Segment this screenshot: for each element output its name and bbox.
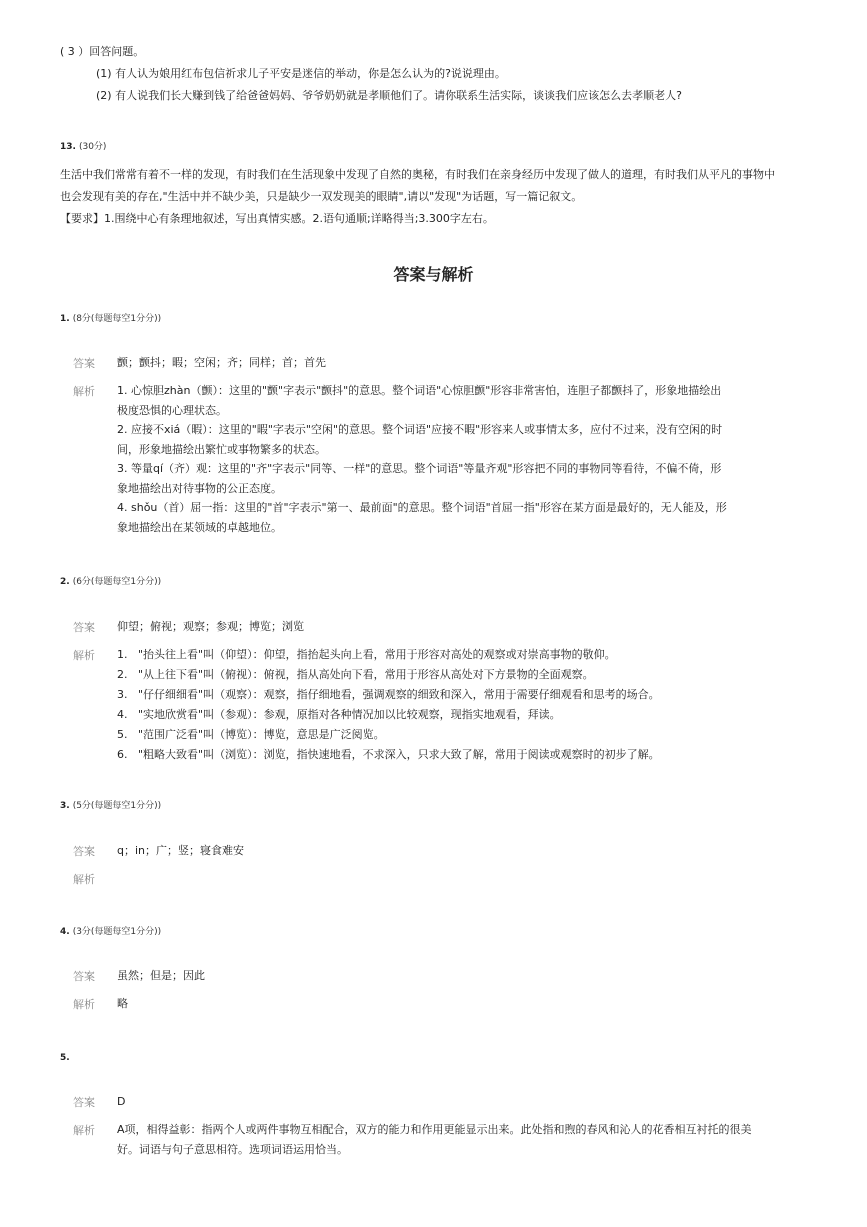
item-5-header (60, 1052, 73, 1064)
item-5-analysis-line: A项，相得益彰：指两个人或两件事物互相配合，双方的能力和作用更能显示出来。此处指和煦的春风和沁人的花香相互衬托的很美 (117, 1123, 752, 1136)
item-1-analysis-line: 象地描绘出对待事物的公正态度。 (117, 481, 282, 495)
item-3-header (60, 800, 161, 812)
item-4-header (60, 926, 161, 938)
item-3-score: (5分(每题每空1分分)) (72, 801, 162, 811)
item-2-analysis-label: 解析 (73, 649, 95, 662)
item-1-number: 1. (60, 314, 70, 324)
item-1-header (60, 313, 161, 325)
item-1-analysis (117, 381, 727, 537)
item-5-analysis (117, 1120, 752, 1159)
item-4-score: (3分(每题每空1分分)) (72, 927, 162, 937)
item-2-answer-label: 答案 (73, 621, 95, 634)
item-2-number: 2. (60, 577, 70, 587)
item-3-answer-label: 答案 (73, 845, 95, 858)
section-title: 答案与解析 (393, 265, 474, 284)
item-4-analysis: 略 (117, 997, 128, 1010)
item-2-analysis-line: 1. "抬头往上看"叫（仰望）：仰望，指抬起头向上看，常用于形容对高处的观察或对崇高事物的敬仰。 (117, 648, 616, 661)
item-2-answer: 仰望；俯视；观察；参观；博览；浏览 (117, 620, 304, 633)
item-1-score: (8分(每题每空1分分)) (72, 314, 162, 324)
item-5-answer: D (117, 1095, 126, 1108)
item-1-analysis-line: 极度恐惧的心理状态。 (117, 403, 227, 417)
item-1-analysis-line: 2. 应接不xiá（暇）：这里的"暇"字表示"空闲"的意思。整个词语"应接不暇"形容来人或事情太多，应付不过来，没有空闲的时 (117, 423, 723, 436)
item-2-analysis-line: 3. "仔仔细细看"叫（观察）：观察，指仔细地看，强调观察的细致和深入，常用于需要仔细观看和思考的场合。 (117, 688, 660, 701)
item-5-analysis-label: 解析 (73, 1124, 95, 1137)
item-2-score: (6分(每题每空1分分)) (72, 577, 162, 587)
question-3-sub-2: (2) 有人说我们长大赚到钱了给爸爸妈妈、爷爷奶奶就是孝顺他们了。请你联系生活实际，谈谈我们应该怎么去孝顺老人? (96, 89, 682, 102)
item-2-header (60, 576, 161, 588)
question-13-header (60, 141, 106, 153)
item-1-answer: 颤；颤抖；暇；空闲；齐；同样；首；首先 (117, 356, 326, 369)
item-4-answer: 虽然；但是；因此 (117, 969, 205, 982)
item-4-analysis-label: 解析 (73, 998, 95, 1011)
item-3-number: 3. (60, 801, 70, 811)
item-1-analysis-line: 1. 心惊胆zhàn（颤）：这里的"颤"字表示"颤抖"的意思。整个词语"心惊胆颤"形容非常害怕，连胆子都颤抖了，形象地描绘出 (117, 384, 722, 397)
item-3-answer: q；in；广；竖；寝食难安 (117, 844, 245, 857)
item-4-number: 4. (60, 927, 70, 937)
question-13-line-2: 也会发现有美的存在,"生活中并不缺少美，只是缺少一双发现美的眼睛",请以"发现"为话题，写一篇记叙文。 (60, 190, 583, 203)
question-13-number: 13. (60, 142, 76, 152)
item-4-answer-label: 答案 (73, 970, 95, 983)
item-2-analysis-line: 6. "粗略大致看"叫（浏览）：浏览，指快速地看，不求深入，只求大致了解，常用于阅读或观察时的初步了解。 (117, 748, 660, 761)
item-2-analysis-line: 4. "实地欣赏看"叫（参观）：参观，原指对各种情况加以比较观察，现指实地观看，拜读。 (117, 708, 561, 721)
item-1-analysis-line: 象地描绘出在某领域的卓越地位。 (117, 520, 282, 534)
item-3-analysis-label: 解析 (73, 873, 95, 886)
item-5-analysis-line: 好。词语与句子意思相符。选项词语运用恰当。 (117, 1142, 348, 1156)
item-5-number: 5. (60, 1053, 70, 1063)
question-13-line-1: 生活中我们常常有着不一样的发现，有时我们在生活现象中发现了自然的奥秘，有时我们在亲身经历中发现了做人的道理，有时我们从平凡的事物中 (60, 168, 775, 181)
question-13-score: (30分) (78, 142, 107, 152)
item-2-analysis-line: 5. "范围广泛看"叫（博览）：博览，意思是广泛阅览。 (117, 728, 385, 741)
item-1-analysis-line: 间，形象地描绘出繁忙或事物繁多的状态。 (117, 442, 326, 456)
item-1-analysis-label: 解析 (73, 385, 95, 398)
question-13-requirements: 【要求】1.围绕中心有条理地叙述，写出真情实感。2.语句通顺;详略得当;3.300字左右。 (60, 212, 494, 225)
item-5-answer-label: 答案 (73, 1096, 95, 1109)
item-2-analysis-line: 2. "从上往下看"叫（俯视）：俯视，指从高处向下看，常用于形容从高处对下方景物的全面观察。 (117, 668, 594, 681)
item-1-analysis-line: 4. shǒu（首）屈一指：这里的"首"字表示"第一、最前面"的意思。整个词语"首屈一指"形容在某方面是最好的，无人能及，形 (117, 501, 727, 514)
question-3-label: ( 3 ）回答问题。 (60, 45, 145, 58)
question-3-sub-1: (1) 有人认为娘用红布包信祈求儿子平安是迷信的举动，你是怎么认为的?说说理由。 (96, 67, 506, 80)
item-2-analysis (117, 645, 660, 765)
item-1-analysis-line: 3. 等量qí（齐）观：这里的"齐"字表示"同等、一样"的意思。整个词语"等量齐观"形容把不同的事物同等看待，不偏不倚，形 (117, 462, 722, 475)
item-1-answer-label: 答案 (73, 357, 95, 370)
